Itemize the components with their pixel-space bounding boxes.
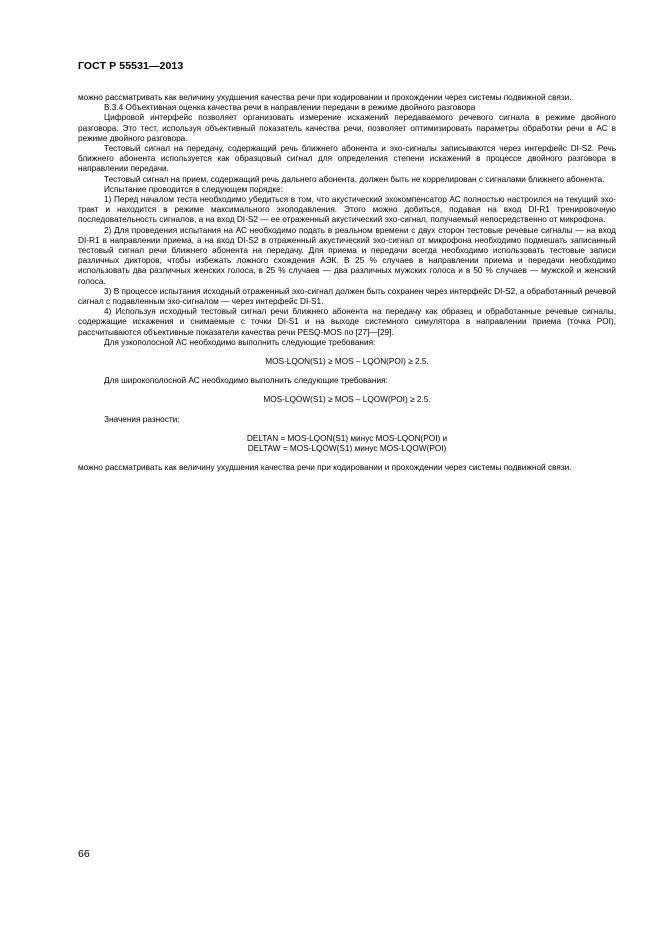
paragraph: Испытание проводится в следующем порядке: bbox=[104, 184, 283, 194]
section-heading: В.3.4 Объективная оценка качества речи в направлении передачи в режиме двойного разговора bbox=[104, 103, 476, 113]
paragraph: Тестовый сигнал на передачу, содержащий речь ближнего абонента и эхо-сигналы записываются через интерфейс DI-S2. Речь ближнего абонента используется как образцовый сигнал для определения степени искажений в процессе двойного разговора в направлении передачи. bbox=[78, 144, 616, 174]
document-header: ГОСТ Р 55531—2013 bbox=[78, 60, 184, 72]
paragraph: можно рассматривать как величину ухудшения качества речи при кодировании и прохождении через системы подвижной связи. bbox=[78, 93, 572, 102]
formula-narrowband: MOS-LQON(S1) ≥ MOS – LQON(POI) ≥ 2.5. bbox=[265, 357, 429, 367]
list-item: 4) Используя исходный тестовый сигнал речи ближнего абонента на передачу как образец и обработанные речевые сигналы, содержащие искажения и снимаемые с точки DI-S1 и на выходе системного симулятора в направлении приема (точка POI), рассчитываются объективные показатели качества речи PESQ-MOS по [27]—[29]. bbox=[78, 307, 616, 337]
paragraph: Цифровой интерфейс позволяет организовать измерение искажений передаваемого речевого сигнала в режиме двойного разговора. Это тест, используя объективный показатель качества речи, позволяет оптимизировать параметры обработки речи в АС в режиме двойного разговора. bbox=[78, 113, 616, 143]
paragraph: Для узкополосной АС необходимо выполнить следующие требования: bbox=[104, 337, 376, 347]
document-body bbox=[78, 93, 616, 474]
formula-deltaw: DELTAW = MOS-LQOW(S1) минус MOS-LQOW(POI) bbox=[247, 444, 447, 454]
document-page bbox=[78, 60, 616, 920]
list-item: 3) В процессе испытания исходный отраженный эхо-сигнал должен быть сохранен через интерфейс DI-S2, а обработанный речевой сигнал с подавленным эхо-сигналом — через интерфейс DI-S1. bbox=[78, 286, 616, 307]
paragraph: Значения разности: bbox=[104, 414, 180, 424]
list-item: 2) Для проведения испытания на АС необходимо подать в реальном времени с двух сторон тестовые речевые сигналы — на вход DI-R1 в направлении приема, а на вход DI-S2 в отраженный акустический эхо-сигнал от микрофона необходимо подмешать записанный тестовый сигнал речи ближнего абонента на передачу. Для приема и передачи всегда необходимо использовать тестовые записи различных дикторов, чтобы избежать ложного схождения АЭК. В 25 % случаев в направлении приема и передачи необходимо использовать два различных женских голоса, в 25 % случаев — два различных мужских голоса и в 50 % случаев — мужской и женский голоса. bbox=[78, 225, 616, 286]
page-number: 66 bbox=[78, 848, 90, 860]
formula-wideband: MOS-LQOW(S1) ≥ MOS – LQOW(POI) ≥ 2.5. bbox=[263, 395, 431, 405]
formula-deltan: DELTAN = MOS-LQON(S1) минус MOS-LQON(POI) и bbox=[246, 433, 448, 443]
paragraph: Тестовый сигнал на прием, содержащий речь дальнего абонента, должен быть не коррелирован с сигналами ближнего абонента. bbox=[104, 174, 605, 184]
list-item: 1) Перед началом теста необходимо убедиться в том, что акустический эхокомпенсатор АС полностью настроился на текущий эхо-тракт и находится в режиме максимального эхоподавления. Этого можно добиться, подавая на вход DI-R1 тренировочную последовательность сигналов, а на вход DI-S2 — ее отраженный акустический эхо-сигнал, получаемый непосредственно от микрофона. bbox=[78, 195, 616, 225]
paragraph: можно рассматривать как величину ухудшения качества речи при кодировании и прохождении через системы подвижной связи. bbox=[78, 463, 572, 473]
paragraph: Для широкополосной АС необходимо выполнить следующие требования: bbox=[104, 376, 388, 386]
